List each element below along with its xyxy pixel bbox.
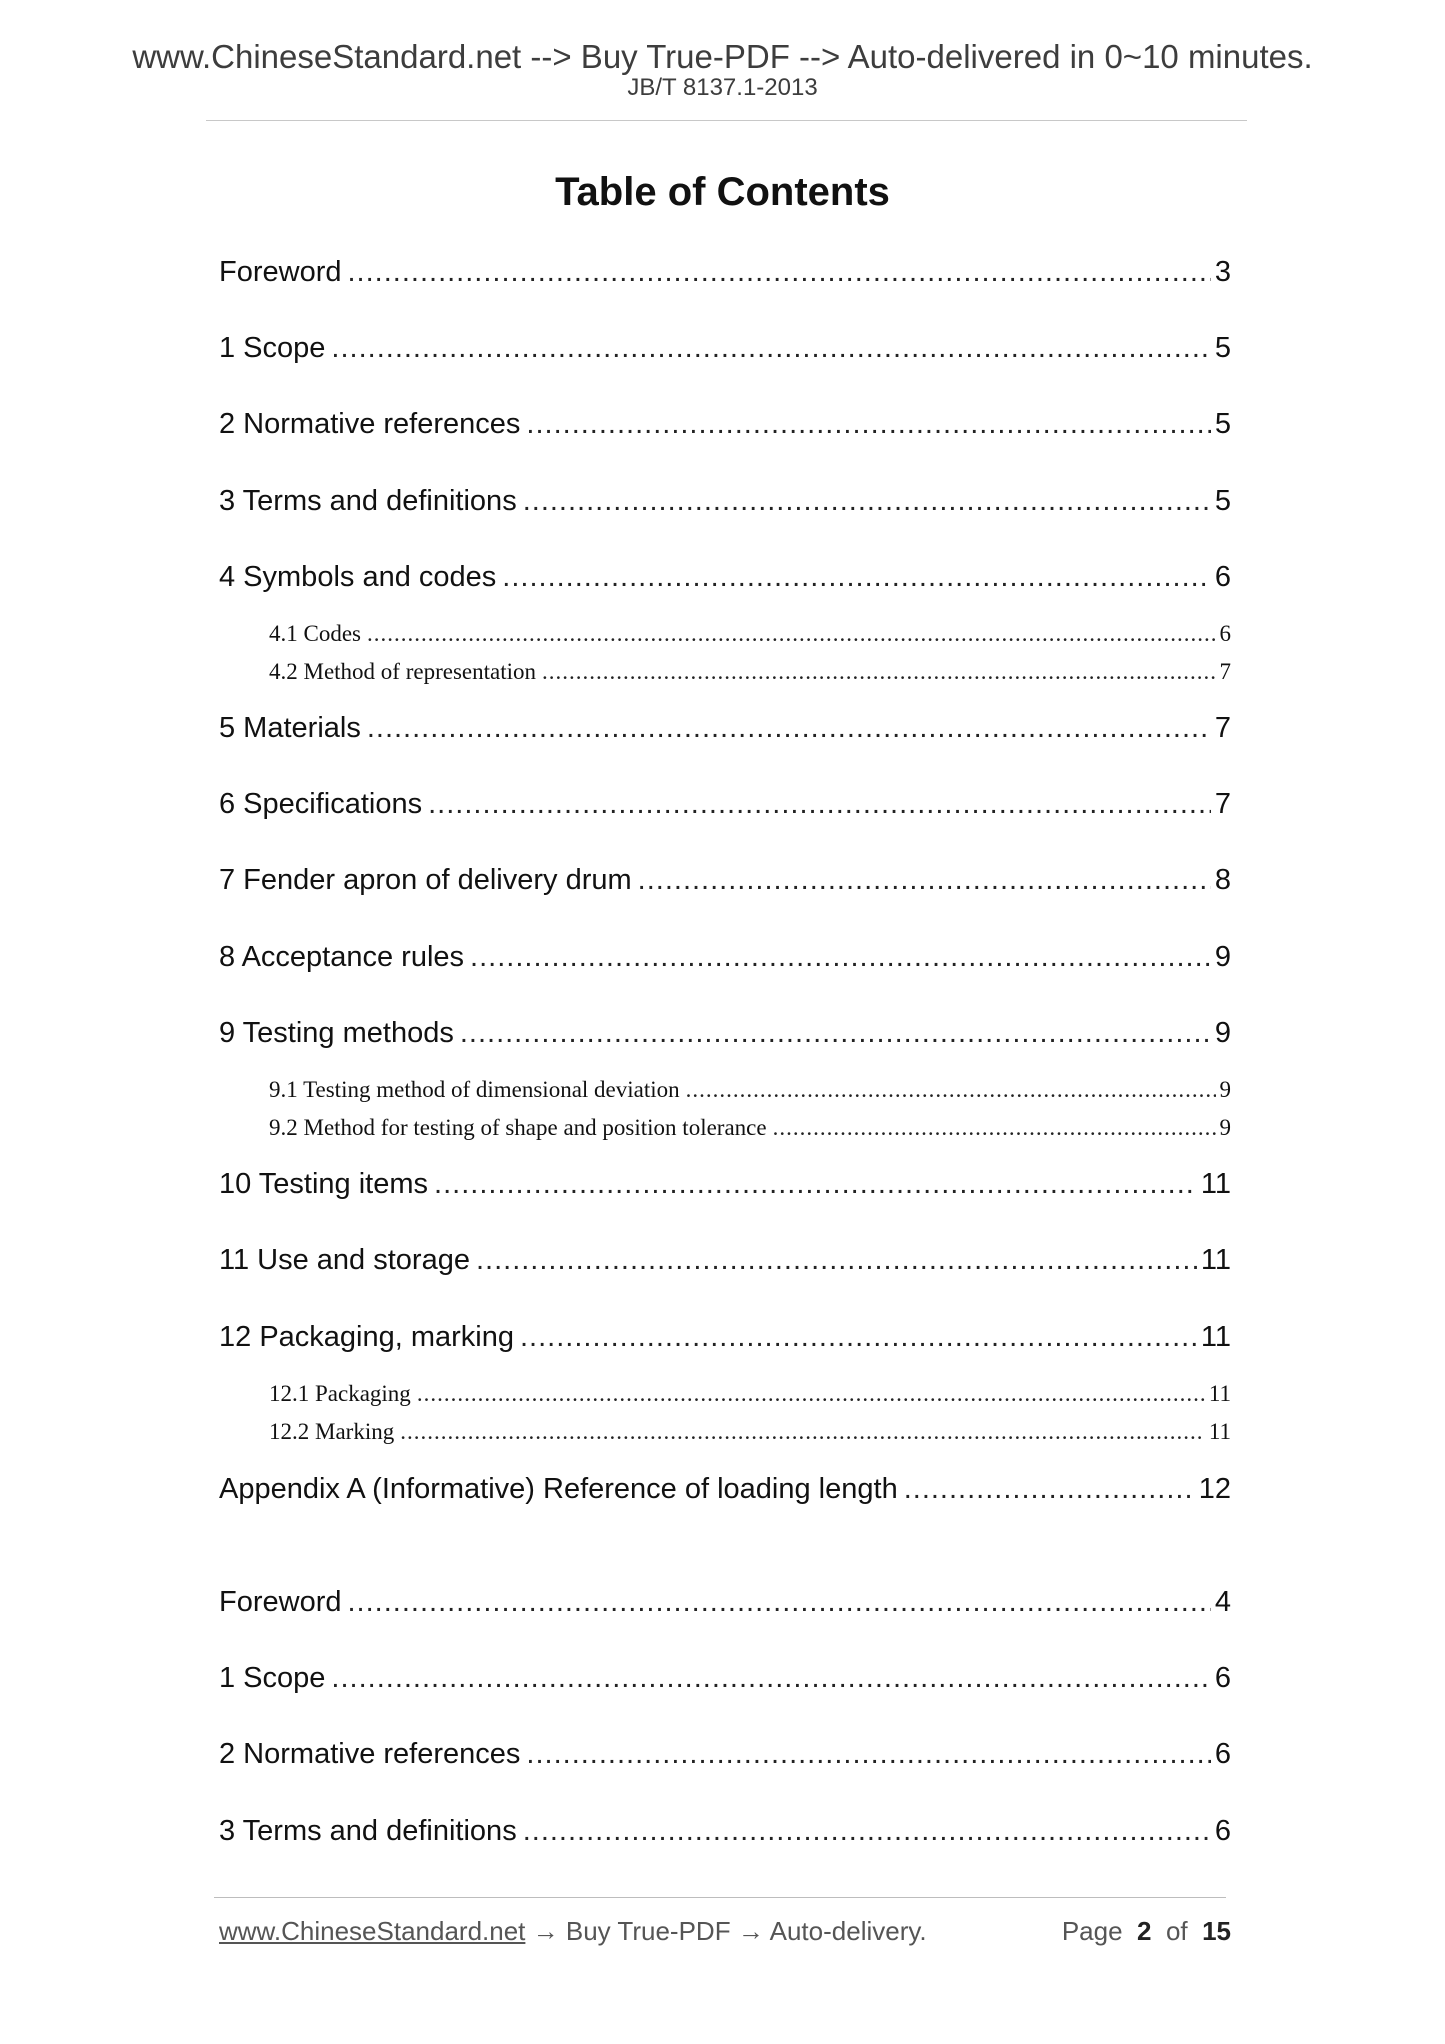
footer <box>219 1916 1231 1952</box>
toc-dot-leader <box>428 788 1211 821</box>
page-title: Table of Contents <box>555 170 890 214</box>
toc-dot-leader <box>526 408 1210 441</box>
toc-entry[interactable] <box>219 561 1231 597</box>
toc-entry[interactable] <box>219 1662 1231 1698</box>
toc-entry-page-number: 12 <box>1198 1473 1231 1505</box>
toc-entry-page-number: 6 <box>1214 1815 1231 1847</box>
footer-website-link[interactable]: www.ChineseStandard.net <box>219 1916 526 1946</box>
toc-dot-leader <box>367 621 1216 647</box>
toc-entry-page-number: 11 <box>1200 1244 1231 1276</box>
page-word: Page <box>1061 1916 1123 1946</box>
toc-entry-label: 12 Packaging, marking <box>219 1321 514 1353</box>
toc-dot-leader <box>460 1017 1211 1050</box>
toc-entry[interactable] <box>269 621 1231 649</box>
footer-left <box>219 1916 927 1947</box>
header-banner[interactable]: www.ChineseStandard.net --> Buy True-PDF --> Auto-delivered in 0~10 minutes. <box>132 38 1313 75</box>
toc-dot-leader <box>773 1115 1216 1141</box>
toc-entry[interactable] <box>219 1168 1231 1204</box>
toc-entry[interactable] <box>219 1473 1231 1509</box>
header-divider <box>206 120 1247 121</box>
total-pages-number: 15 <box>1202 1916 1231 1946</box>
toc-dot-leader <box>502 561 1211 594</box>
toc-entry-page-number: 7 <box>1214 788 1231 820</box>
toc-entry[interactable] <box>219 788 1231 824</box>
toc-dot-leader <box>470 941 1211 974</box>
toc-entry-label: 2 Normative references <box>219 1738 521 1770</box>
toc-dot-leader <box>331 1662 1210 1695</box>
toc-dot-leader <box>434 1168 1197 1201</box>
toc-entry-label: 2 Normative references <box>219 408 521 440</box>
toc-entry-label: 12.2 Marking <box>269 1419 395 1444</box>
toc-dot-leader <box>542 659 1216 685</box>
toc-entry-label: 6 Specifications <box>219 788 423 820</box>
toc-entry-page-number: 8 <box>1214 864 1231 896</box>
toc-entry-page-number: 3 <box>1214 256 1231 288</box>
toc-dot-leader <box>417 1381 1205 1407</box>
toc-entry-label: 4.2 Method of representation <box>269 659 536 684</box>
toc-entry[interactable] <box>219 1815 1231 1851</box>
toc-entry-label: 4 Symbols and codes <box>219 561 497 593</box>
toc-dot-leader <box>476 1244 1197 1277</box>
toc-entry[interactable] <box>219 1586 1231 1622</box>
toc-entry-page-number: 11 <box>1200 1168 1231 1200</box>
toc-entry[interactable] <box>269 1381 1231 1409</box>
toc-entry-label: 4.1 Codes <box>269 621 361 646</box>
toc-dot-leader <box>367 712 1211 745</box>
toc-entry-page-number: 6 <box>1214 561 1231 593</box>
toc-entry-page-number: 9 <box>1219 1115 1231 1140</box>
toc-entry-page-number: 5 <box>1214 332 1231 364</box>
toc-entry-label: 3 Terms and definitions <box>219 485 517 517</box>
toc-entry-page-number: 7 <box>1219 659 1231 684</box>
toc-entry[interactable] <box>219 1738 1231 1774</box>
toc-entry-label: Foreword <box>219 1586 342 1618</box>
toc-entry-label: 1 Scope <box>219 332 326 364</box>
toc-dot-leader <box>348 1586 1211 1619</box>
toc-entry-page-number: 6 <box>1214 1662 1231 1694</box>
toc-entry-page-number: 6 <box>1219 621 1231 646</box>
toc-entry[interactable] <box>219 1321 1231 1357</box>
toc-entry-page-number: 9 <box>1219 1077 1231 1102</box>
toc-entry-label: 11 Use and storage <box>219 1244 470 1276</box>
toc-entry-page-number: 11 <box>1208 1419 1231 1444</box>
document-number: JB/T 8137.1-2013 <box>627 74 818 101</box>
toc-entry-label: 8 Acceptance rules <box>219 941 465 973</box>
toc-entry-label: 3 Terms and definitions <box>219 1815 517 1847</box>
toc-entry-label: 1 Scope <box>219 1662 326 1694</box>
toc-entry[interactable] <box>219 864 1231 900</box>
of-word: of <box>1165 1916 1188 1946</box>
toc-entry-label: 10 Testing items <box>219 1168 429 1200</box>
toc-entry-page-number: 11 <box>1200 1321 1231 1353</box>
toc-dot-leader <box>348 256 1211 289</box>
toc-entry-page-number: 5 <box>1214 485 1231 517</box>
toc-entry[interactable] <box>219 332 1231 368</box>
toc-entry-page-number: 11 <box>1208 1381 1231 1406</box>
footer-delivery-text: Auto-delivery. <box>769 1916 927 1946</box>
toc-dot-leader <box>523 1815 1211 1848</box>
toc-entry-label: 7 Fender apron of delivery drum <box>219 864 632 896</box>
toc-entry-label: 9 Testing methods <box>219 1017 454 1049</box>
toc-dot-leader <box>331 332 1210 365</box>
toc-entry[interactable] <box>219 256 1231 292</box>
toc-entry-page-number: 4 <box>1214 1586 1231 1618</box>
toc-entry-label: 5 Materials <box>219 712 361 744</box>
toc-dot-leader <box>904 1473 1195 1506</box>
toc-entry[interactable] <box>269 1115 1231 1143</box>
toc-dot-leader <box>526 1738 1210 1771</box>
page-indicator <box>1062 1916 1231 1947</box>
toc-entry[interactable] <box>269 1419 1231 1447</box>
toc-dot-leader <box>520 1321 1197 1354</box>
current-page-number: 2 <box>1137 1916 1152 1946</box>
footer-buy-text: Buy True-PDF <box>565 1916 731 1946</box>
toc-entry-page-number: 7 <box>1214 712 1231 744</box>
toc-entry[interactable] <box>269 659 1231 687</box>
toc-entry-page-number: 5 <box>1214 408 1231 440</box>
toc-entry-page-number: 6 <box>1214 1738 1231 1770</box>
toc-entry-label: Appendix A (Informative) Reference of loading length <box>219 1473 898 1505</box>
toc-dot-leader <box>686 1077 1216 1103</box>
toc-entry-label: 9.1 Testing method of dimensional deviation <box>269 1077 680 1102</box>
toc-entry-label: 12.1 Packaging <box>269 1381 411 1406</box>
toc-entry-page-number: 9 <box>1214 1017 1231 1049</box>
toc-entry[interactable] <box>219 408 1231 444</box>
toc-entry[interactable] <box>219 485 1231 521</box>
toc-entry-label: 9.2 Method for testing of shape and position tolerance <box>269 1115 767 1140</box>
toc-entry-label: Foreword <box>219 256 342 288</box>
toc-dot-leader <box>523 485 1211 518</box>
toc-dot-leader <box>638 864 1211 897</box>
toc-dot-leader <box>400 1419 1205 1445</box>
arrow-icon: → <box>737 1916 764 1946</box>
toc-entry[interactable] <box>219 941 1231 977</box>
toc-entry[interactable] <box>269 1077 1231 1105</box>
footer-divider <box>214 1897 1226 1898</box>
toc-entry[interactable] <box>219 712 1231 748</box>
toc-entry-page-number: 9 <box>1214 941 1231 973</box>
arrow-icon: → <box>532 1916 559 1946</box>
toc-entry[interactable] <box>219 1017 1231 1053</box>
toc-entry[interactable] <box>219 1244 1231 1280</box>
